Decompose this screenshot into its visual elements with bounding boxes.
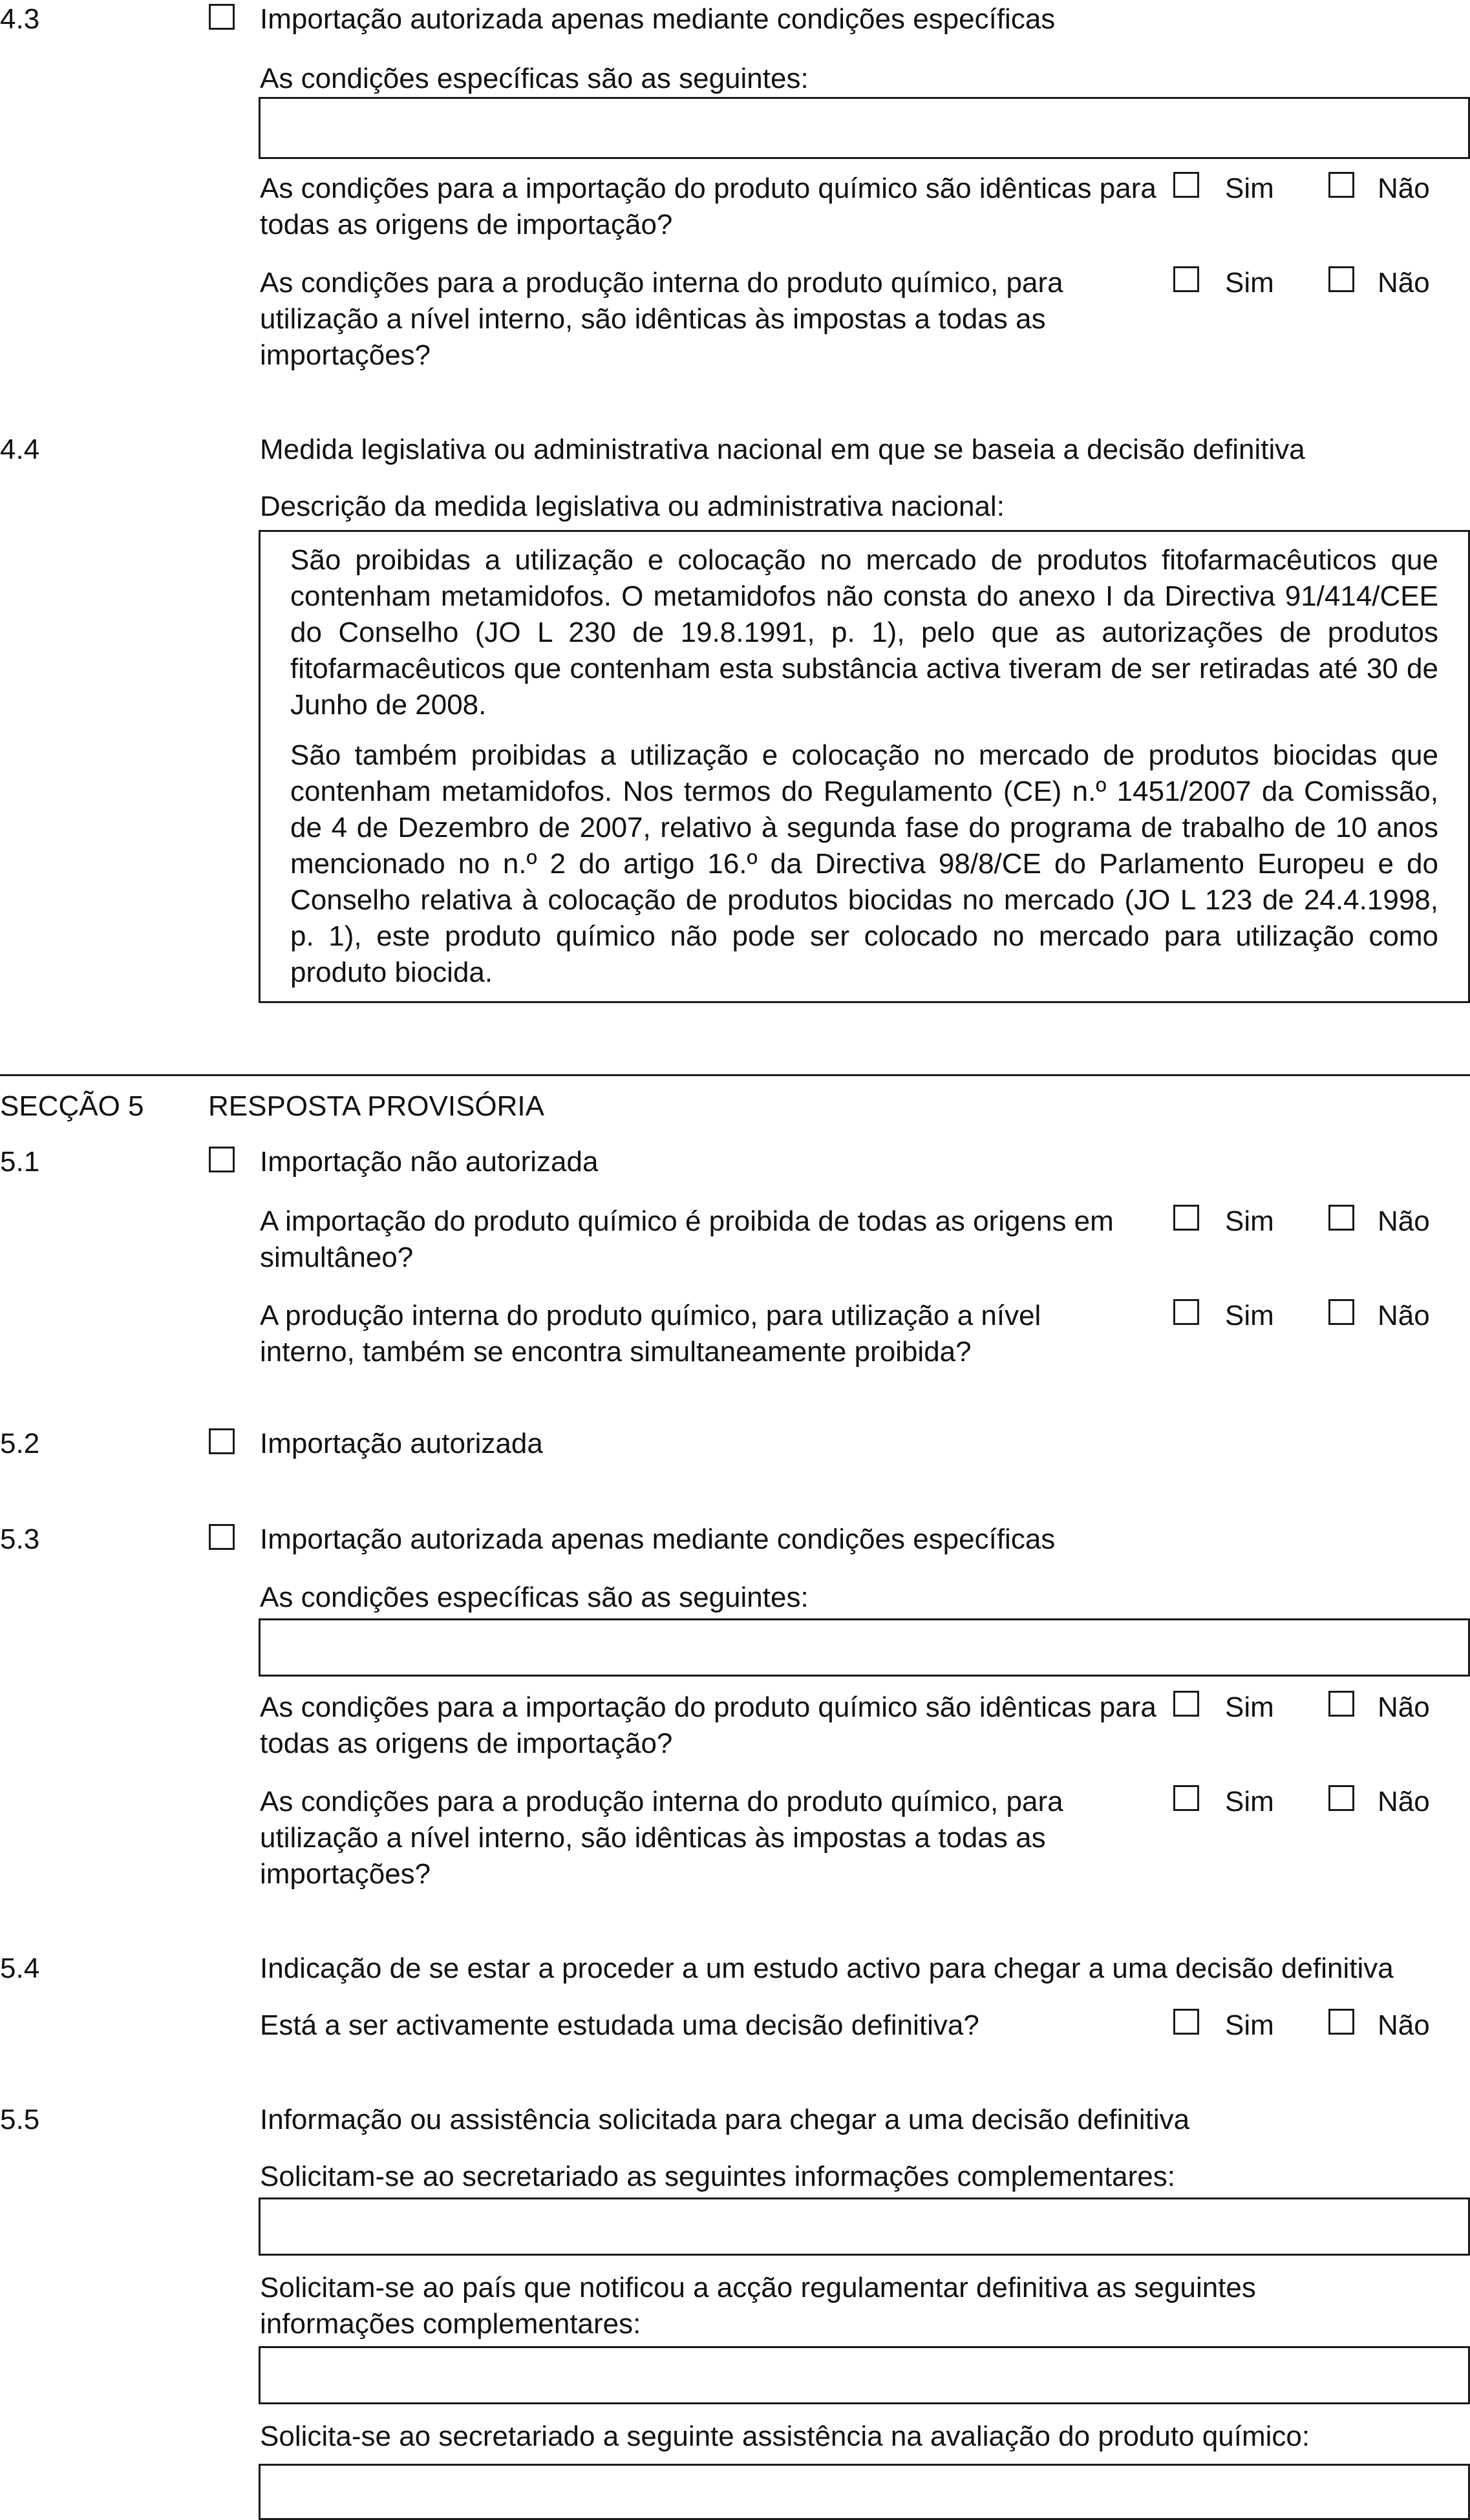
section-4-3-checkbox[interactable] bbox=[209, 4, 235, 30]
section-5-3-q2-sim-checkbox[interactable] bbox=[1173, 1785, 1199, 1811]
section-5-5-label-2: Solicitam-se ao país que notificou a acção regulamentar definitiva as seguintes informações complementares: bbox=[260, 2272, 1256, 2340]
section-4-3-q2-sim-checkbox[interactable] bbox=[1173, 266, 1199, 292]
section-4-4-paragraph-2: São também proibidas a utilização e colocação no mercado de produtos biocidas que contenham metamidofos. Nos termos do Regulamento (CE) n.º 1451/2007 da Comissão, de 4 de Dezembro de 2007, relativo à segunda fase do programa de trabalho de 10 anos mencionado no n.º 2 do artigo 16.º da Directiva 98/8/CE do Parlamento Europeu e do Conselho relativa à colocação de produtos biocidas no mercado (JO L 123 de 24.4.1998, p. 1), este produto químico não pode ser colocado no mercado para utilização como produto biocida. bbox=[290, 739, 1438, 988]
nao-label: Não bbox=[1378, 1691, 1430, 1723]
section-4-3-number: 4.3 bbox=[0, 3, 40, 35]
section-5-title: RESPOSTA PROVISÓRIA bbox=[208, 1090, 544, 1122]
section-5-4-question-1: Está a ser activamente estudada uma decisão definitiva? bbox=[260, 2009, 979, 2041]
section-5-1-checkbox[interactable] bbox=[209, 1147, 235, 1172]
section-4-4-number: 4.4 bbox=[0, 434, 40, 465]
section-5-3-conditions-field[interactable] bbox=[259, 1618, 1470, 1677]
section-5-1-q1-nao-checkbox[interactable] bbox=[1328, 1205, 1354, 1231]
nao-label: Não bbox=[1378, 267, 1430, 299]
section-5-4-title: Indicação de se estar a proceder a um estudo activo para chegar a uma decisão definitiva bbox=[260, 1953, 1394, 1984]
section-5-3-q1-nao-checkbox[interactable] bbox=[1328, 1691, 1354, 1717]
sim-label: Sim bbox=[1225, 173, 1274, 204]
section-4-3-conditions-label: As condições específicas são as seguintes: bbox=[260, 63, 809, 94]
section-5-4-number: 5.4 bbox=[0, 1953, 40, 1984]
section-4-4-title: Medida legislativa ou administrativa nacional em que se baseia a decisão definitiva bbox=[260, 434, 1305, 465]
section-5-1-q2-sim-checkbox[interactable] bbox=[1173, 1299, 1199, 1325]
section-5-1-title: Importação não autorizada bbox=[260, 1146, 599, 1178]
section-5-1-question-1: A importação do produto químico é proibida de todas as origens em simultâneo? bbox=[260, 1205, 1114, 1273]
section-4-3-question-2: As condições para a produção interna do produto químico, para utilização a nível interno, são idênticas às impostas a todas as importações? bbox=[260, 267, 1063, 371]
nao-label: Não bbox=[1378, 1300, 1430, 1331]
section-4-4-paragraph-1: São proibidas a utilização e colocação no mercado de produtos fitofarmacêuticos que contenham metamidofos. O metamidofos não consta do anexo I da Directiva 91/414/CEE do Conselho (JO L 230 de 19.8.1991, p. 1), pelo que as autorizações de produtos fitofarmacêuticos que contenham esta substância activa tiveram de ser retiradas até 30 de Junho de 2008. bbox=[290, 544, 1438, 721]
section-5-5-label-3: Solicita-se ao secretariado a seguinte assistência na avaliação do produto químico: bbox=[260, 2420, 1310, 2452]
section-5-3-question-1: As condições para a importação do produto químico são idênticas para todas as origens de importação? bbox=[260, 1691, 1156, 1759]
sim-label: Sim bbox=[1225, 2009, 1274, 2041]
section-5-2-title: Importação autorizada bbox=[260, 1428, 543, 1459]
section-5-2-checkbox[interactable] bbox=[209, 1428, 235, 1454]
section-4-3-title: Importação autorizada apenas mediante condições específicas bbox=[260, 3, 1056, 35]
section-4-4-description-label: Descrição da medida legislativa ou administrativa nacional: bbox=[260, 491, 1005, 522]
section-4-3-question-1: As condições para a importação do produto químico são idênticas para todas as origens de importação? bbox=[260, 173, 1156, 240]
section-5-label: SECÇÃO 5 bbox=[0, 1090, 144, 1122]
section-5-3-checkbox[interactable] bbox=[209, 1524, 235, 1550]
section-divider bbox=[0, 1074, 1470, 1076]
section-5-5-title: Informação ou assistência solicitada para chegar a uma decisão definitiva bbox=[260, 2104, 1190, 2135]
sim-label: Sim bbox=[1225, 267, 1274, 299]
sim-label: Sim bbox=[1225, 1691, 1274, 1723]
section-4-3-conditions-field[interactable] bbox=[259, 97, 1470, 159]
sim-label: Sim bbox=[1225, 1786, 1274, 1817]
section-5-5-field-2[interactable] bbox=[259, 2346, 1470, 2404]
section-5-1-number: 5.1 bbox=[0, 1146, 40, 1178]
section-5-1-question-2: A produção interna do produto químico, para utilização a nível interno, também se encontra simultaneamente proibida? bbox=[260, 1300, 1041, 1368]
section-5-1-q2-nao-checkbox[interactable] bbox=[1328, 1299, 1354, 1325]
section-4-4-description-box bbox=[259, 530, 1470, 1003]
section-5-4-q1-sim-checkbox[interactable] bbox=[1173, 2009, 1199, 2035]
sim-label: Sim bbox=[1225, 1300, 1274, 1331]
nao-label: Não bbox=[1378, 2009, 1430, 2041]
section-5-3-conditions-label: As condições específicas são as seguintes: bbox=[260, 1582, 809, 1613]
section-5-1-q1-sim-checkbox[interactable] bbox=[1173, 1205, 1199, 1231]
section-5-5-label-1: Solicitam-se ao secretariado as seguintes informações complementares: bbox=[260, 2161, 1175, 2192]
section-4-3-q1-nao-checkbox[interactable] bbox=[1328, 172, 1354, 198]
nao-label: Não bbox=[1378, 1205, 1430, 1237]
section-4-3-q2-nao-checkbox[interactable] bbox=[1328, 266, 1354, 292]
section-5-3-q1-sim-checkbox[interactable] bbox=[1173, 1691, 1199, 1717]
sim-label: Sim bbox=[1225, 1205, 1274, 1237]
section-5-3-title: Importação autorizada apenas mediante condições específicas bbox=[260, 1523, 1056, 1555]
section-5-3-q2-nao-checkbox[interactable] bbox=[1328, 1785, 1354, 1811]
nao-label: Não bbox=[1378, 1786, 1430, 1817]
section-5-5-number: 5.5 bbox=[0, 2104, 40, 2135]
section-4-3-q1-sim-checkbox[interactable] bbox=[1173, 172, 1199, 198]
section-5-5-field-3[interactable] bbox=[259, 2464, 1470, 2520]
section-5-2-number: 5.2 bbox=[0, 1428, 40, 1459]
section-5-3-number: 5.3 bbox=[0, 1523, 40, 1555]
nao-label: Não bbox=[1378, 173, 1430, 204]
section-5-5-field-1[interactable] bbox=[259, 2197, 1470, 2256]
section-5-4-q1-nao-checkbox[interactable] bbox=[1328, 2009, 1354, 2035]
section-5-3-question-2: As condições para a produção interna do produto químico, para utilização a nível interno, são idênticas às impostas a todas as importações? bbox=[260, 1786, 1063, 1890]
